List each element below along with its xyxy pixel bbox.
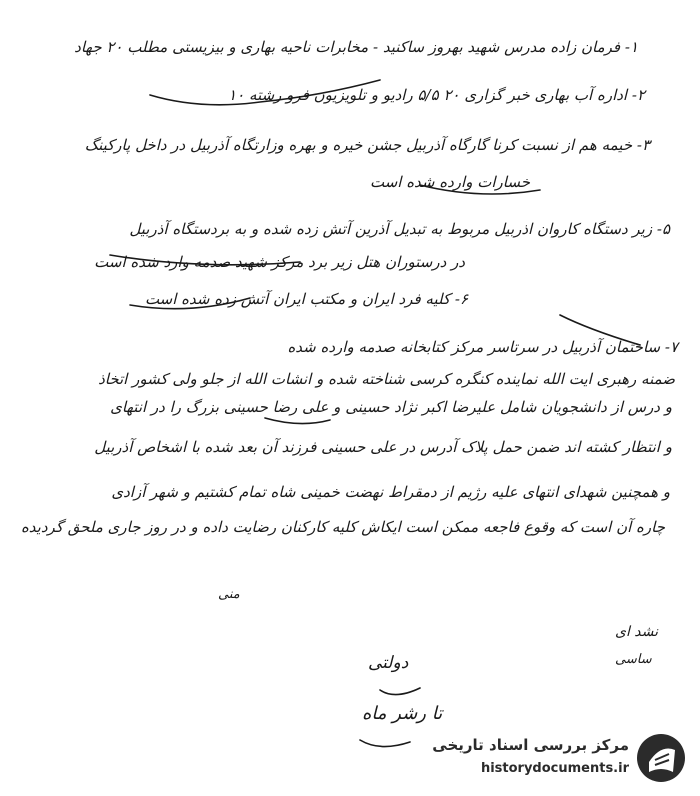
letter-line-3: ۳- خیمه هم از نسبت کرنا گارگاه آذربیل جشن خیره و بهره وزارتگاه آذربیل در داخل پارکینگ: [84, 136, 650, 154]
letter-line-5: ۵- زیر دستگاه کاروان اذربیل مربوط به تبدیل آذرین آتش زده شده و به بردستگاه آذربیل: [129, 220, 670, 238]
letter-line-2: ۲- اداره آب بهاری خبر گزاری ۲۰ ۵/۵ رادیو و تلویزیون فرو رشته ۱۰: [228, 86, 645, 104]
cc-line-2: ساسی: [615, 652, 652, 667]
letter-line-8: ۷- ساختمان آذربیل در سرتاسر مرکز کتابخانه صدمه وارده شده: [287, 338, 678, 356]
cc-line-1: نشد ای: [615, 624, 659, 640]
small-note: منی: [218, 587, 240, 602]
letter-line-12: و همچنین شهدای انتهای علیه رژیم از دمقراط نهضت خمینی شاه تمام کشتیم و شهر آزادی: [111, 483, 670, 501]
signature-line-2: تا رشر ماه: [362, 703, 443, 724]
letter-line-1: ۱- فرمان زاده مدرس شهید بهروز ساکنید - مخابرات ناحیه بهاری و بیزیستی مطلب ۲۰ جهاد: [74, 38, 638, 56]
watermark-url: historydocuments.ir: [480, 761, 629, 776]
archive-logo-icon: [635, 732, 687, 784]
archive-watermark: [425, 728, 687, 788]
letter-line-4: خسارات وارده شده است: [369, 173, 530, 191]
flourish-stroke-5: [265, 418, 330, 424]
signature-line-1: دولتی: [368, 653, 409, 673]
letter-line-6: در درستوران هتل زیر برد مرکز شهید صدمه وارد شده است: [94, 253, 465, 271]
flourish-stroke-7: [380, 688, 420, 695]
letter-line-11: و انتظار کشته اند ضمن حمل پلاک آدرس در علی حسینی فرزند آن بعد شده با اشخاص آذربیل: [94, 438, 672, 456]
flourish-stroke-8: [360, 740, 410, 747]
watermark-title: مرکز بررسی اسناد تاریخی: [432, 736, 629, 754]
letter-line-7: ۶- کلیه فرد ایران و مکتب ایران آتش زده شده است: [144, 290, 468, 308]
letter-line-13: چاره آن است که وقوع فاجعه ممکن است ایکاش کلیه کارکنان رضایت داده و در روز جاری ملحق گردیده: [20, 518, 665, 536]
letter-line-10: و درس از دانشجویان شامل علیرضا اکبر نژاد حسینی و علی رضا حسینی بزرگ را در انتهای: [110, 398, 672, 416]
letter-line-9: ضمنه رهبری ایت الله نماینده کنگره کرسی شناخته شده و انشات الله از جلو ولی کشور اتخاذ: [98, 370, 675, 388]
